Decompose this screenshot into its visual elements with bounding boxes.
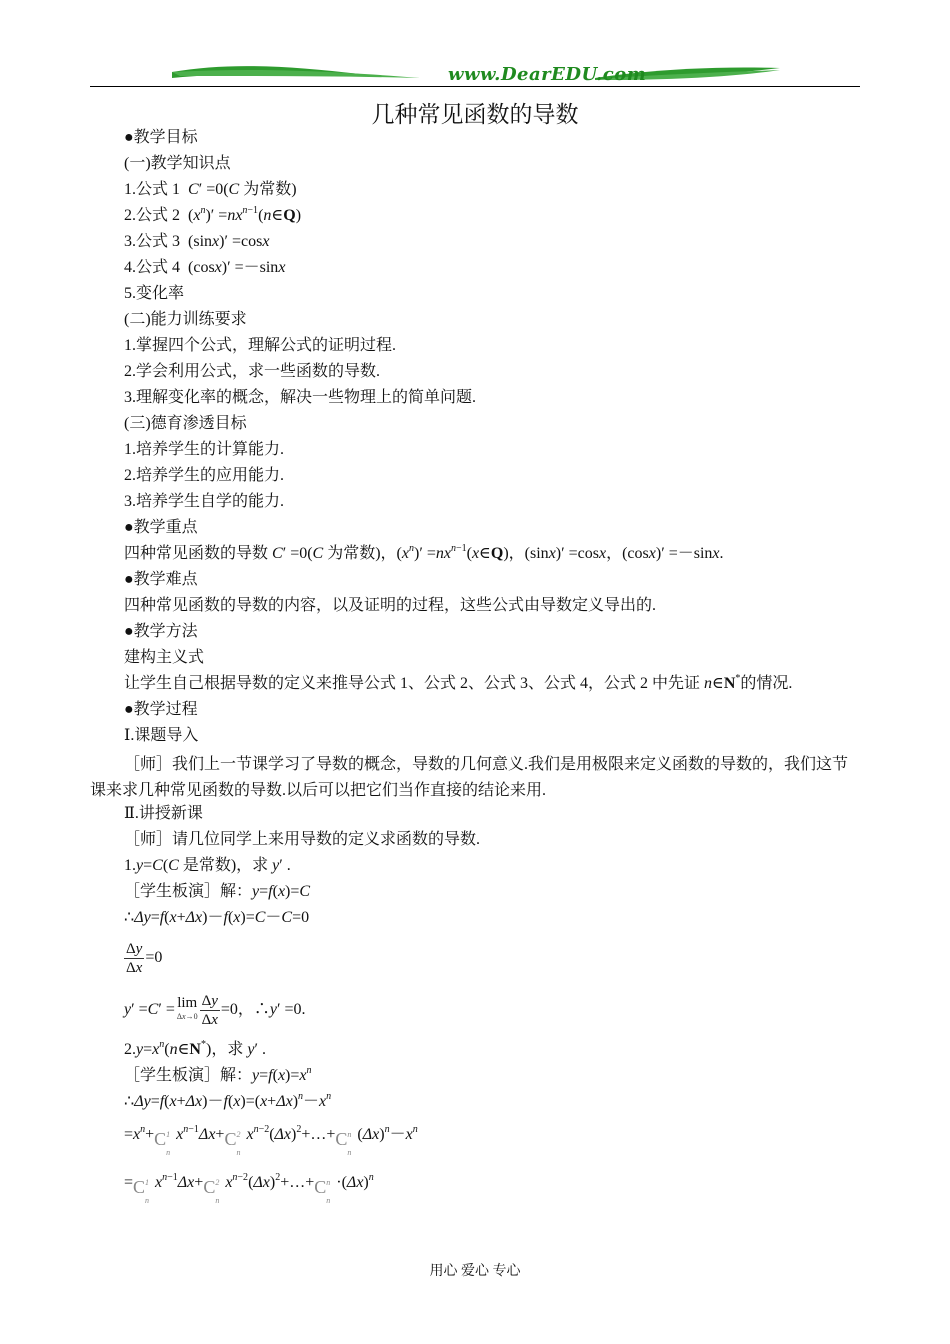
binomial-coefficient: C n n xyxy=(314,1177,331,1206)
ability-item-3: 3.理解变化率的概念，解决一些物理上的简单问题. xyxy=(124,389,477,406)
teacher-text: ［师］请几位同学上来用导数的定义求函数的导数. xyxy=(124,831,481,848)
problem-2: $2.y=x^n(n\in N^*)$，求 y′ . xyxy=(124,1039,266,1058)
student-work-1: ［学生板演］解：y=f(x)=C xyxy=(124,883,311,900)
moral-item-2: 2.培养学生的应用能力. xyxy=(124,467,285,484)
ability-item-2: 2.学会利用公式，求一些函数的导数. xyxy=(124,363,381,380)
problem-1: 1.y=C(C 是常数)，求 y′ . xyxy=(124,857,291,874)
header-rule xyxy=(90,86,860,87)
binomial-coefficient: C n n xyxy=(335,1129,352,1158)
difficulty-heading: ●教学难点 xyxy=(124,571,198,588)
formula-4: 4.公式 4 (cosx)′ =－sinx xyxy=(124,259,286,276)
method-text-a: 让学生自己根据导数的定义来推导公式 1、公式 2、公式 3、公式 4，公式 2 中先证 xyxy=(124,675,701,692)
binomial-coefficient: C 2 n xyxy=(203,1177,220,1206)
site-logo[interactable]: www.DearEDU.com xyxy=(448,64,647,85)
method-text: 让学生自己根据导数的定义来推导公式 1、公式 2、公式 3、公式 4，公式 2 中先证 n∈N*的情况. xyxy=(124,673,793,692)
binomial-coefficient: C 1 n xyxy=(133,1177,150,1206)
key-heading: ●教学重点 xyxy=(124,519,198,536)
delta-y-line-2: $\therefore\Delta y=f(x+\Delta x)-f(x)=(x+\Delta x)^n-x^n$ xyxy=(124,1091,332,1110)
binomial-expansion-1: $=x^n+$ C 1 n $x^{n-1}\Delta x+$ C 2 n $x^{n-2}(\Delta x)^2+\dots+$ C n n $(\Delta x)^n-x^n$ xyxy=(124,1124,418,1158)
binomial-coefficient: C 2 n xyxy=(224,1129,241,1158)
problem-1-text: 是常数)，求 xyxy=(182,857,269,874)
formula-1: 1.公式 1 C′ =0(C 为常数) xyxy=(124,181,297,198)
binomial-coefficient: C 1 n xyxy=(154,1129,171,1158)
student-label-1: ［学生板演］解： xyxy=(124,883,253,900)
intro-paragraph: ［师］我们上一节课学习了导数的概念，导数的几何意义.我们是用极限来定义函数的导数的，我们这节课来求几种常见函数的导数.以后可以把它们当作直接的结论来用. xyxy=(90,756,849,799)
formula-1-label: 1.公式 1 xyxy=(124,181,181,198)
binomial-expansion-2: = C 1 n $x^{n-1}\Delta x+$ C 2 n $x^{n-2}(\Delta x)^2+\dots+$ C n n $\cdot(\Delta x)^n$ xyxy=(124,1172,374,1206)
key-prefix: 四种常见函数的导数 xyxy=(124,545,269,562)
problem-2-prefix: 2. xyxy=(124,1041,136,1058)
process-heading: ●教学过程 xyxy=(124,701,198,718)
method-text-b: 的情况. xyxy=(740,675,793,692)
student-work-2: ［学生板演］解：$y=f(x)=x^n$ xyxy=(124,1065,312,1084)
page-title: 几种常见函数的导数 xyxy=(371,102,579,127)
formula-4-label: 4.公式 4 xyxy=(124,259,181,276)
problem-2-text: ，求 xyxy=(211,1041,244,1058)
method-heading: ●教学方法 xyxy=(124,623,198,640)
goals-heading: ●教学目标 xyxy=(124,129,198,146)
page-footer: 用心 爱心 专心 xyxy=(429,1264,521,1279)
limit-line: y′ =C′ = lim Δx→0 $\frac{\Delta y}{\Delta x}$ =0，∴y′ =0. xyxy=(124,992,306,1028)
delta-y-line-1: ∴Δy=f(x+Δx)－f(x)=C－C=0 xyxy=(124,909,310,926)
delta-fraction: $\frac{\Delta y}{\Delta x}$ xyxy=(126,940,143,976)
ratio-line: $\frac{\Delta y}{\Delta x}$ =0 xyxy=(126,940,163,976)
moral-item-3: 3.培养学生自学的能力. xyxy=(124,493,285,510)
student-label-2: ［学生板演］解： xyxy=(124,1067,253,1084)
section-intro-heading: Ⅰ.课题导入 xyxy=(124,727,199,744)
moral-item-1: 1.培养学生的计算能力. xyxy=(124,441,285,458)
formula-3-label: 3.公式 3 xyxy=(124,233,181,250)
site-header xyxy=(90,58,860,94)
item-rate: 5.变化率 xyxy=(124,285,185,302)
sub-heading-knowledge: (一)教学知识点 xyxy=(124,155,231,172)
method-name: 建构主义式 xyxy=(124,649,205,666)
ability-item-1: 1.掌握四个公式，理解公式的证明过程. xyxy=(124,337,397,354)
sub-heading-ability: (二)能力训练要求 xyxy=(124,311,247,328)
difficulty-text: 四种常见函数的导数的内容，以及证明的过程，这些公式由导数定义导出的. xyxy=(124,597,657,614)
formula-2-label: 2.公式 2 xyxy=(124,207,181,224)
formula-3: 3.公式 3 (sinx)′ =cosx xyxy=(124,233,270,250)
limit-symbol: lim Δx→0 xyxy=(176,995,198,1022)
section-new-heading: Ⅱ.讲授新课 xyxy=(124,805,203,822)
problem-1-prefix: 1. xyxy=(124,857,136,874)
sub-heading-moral: (三)德育渗透目标 xyxy=(124,415,247,432)
formula-2: 2.公式 2 $(x^n)'$ $=nx^{n-1}(n\in Q)$ xyxy=(124,205,302,224)
limit-fraction: $\frac{\Delta y}{\Delta x}$ xyxy=(201,992,218,1028)
key-points: 四种常见函数的导数 C′ =0(C 为常数)，$(x^n)'$ $=nx^{n-1}(x\in Q)$，(sinx)′ =cosx，(cosx)′ =－sinx. xyxy=(124,543,724,562)
